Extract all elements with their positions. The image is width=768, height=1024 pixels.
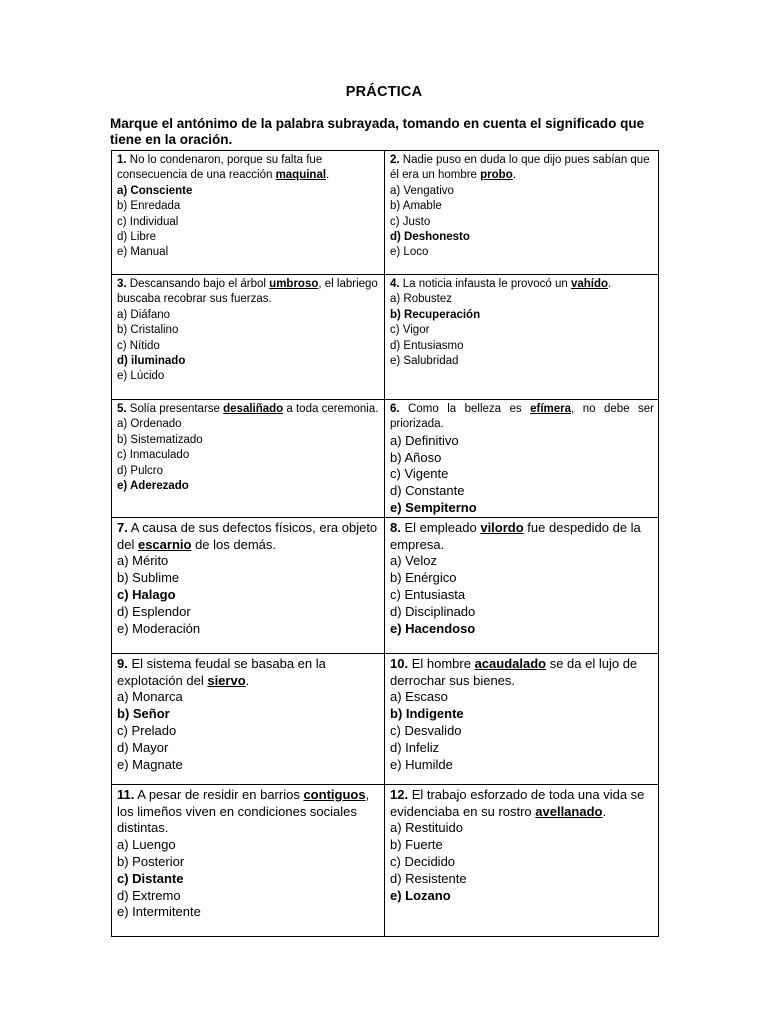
answer-option: b) Sistematizado [117,433,203,446]
answer-option: e) Manual [117,246,169,259]
question-stem [390,787,654,821]
question-stem [117,787,380,837]
question-stem [117,153,380,184]
underlined-word: vahído [570,278,608,290]
answer-option-correct: d) iluminado [117,355,186,368]
table-row [112,653,659,784]
question-text-after: , no debe ser priorizada. [390,403,654,431]
answer-option: e) Moderación [117,620,201,636]
answer-option-correct: b) Señor [117,706,170,722]
answer-option: a) Escaso [390,689,448,705]
answer-option: c) Individual [117,215,179,228]
answer-option: a) Vengativo [390,184,454,197]
question-number: 8. [390,519,401,535]
answer-option: d) Pulcro [117,464,164,477]
question-stem [390,520,654,554]
answer-option-correct: a) Consciente [117,184,193,197]
answer-option-correct: e) Sempiterno [390,500,477,515]
answer-option: d) Resistente [390,870,467,886]
question-cell [112,275,385,400]
answer-option: c) Desvalido [390,722,462,738]
question-stem [117,656,380,690]
question-text-after: fue despedido de la empresa. [390,519,641,552]
answer-option-correct: b) Indigente [390,706,464,722]
answer-option: d) Disciplinado [390,603,476,619]
question-text-after: de los demás. [191,536,276,552]
question-text-before: Como la belleza es [399,403,531,415]
answer-option: e) Magnate [117,756,183,772]
question-stem [390,277,654,292]
answer-option: c) Inmaculado [117,449,190,462]
answer-option: b) Cristalino [117,324,179,337]
answer-option: d) Entusiasmo [390,339,464,352]
underlined-word: siervo [207,672,246,688]
answer-option: a) Restituido [390,820,463,836]
answer-option: d) Libre [117,231,156,244]
question-number: 10. [390,655,409,671]
answer-option: c) Prelado [117,722,177,738]
question-text-before: Nadie puso en duda lo que dijo pues sabían que él era un hombre [390,154,650,182]
question-stem [390,656,654,690]
answer-option: d) Esplendor [117,603,191,619]
question-cell [112,151,385,275]
questions-table [111,150,659,937]
question-text-after: . [245,672,250,688]
question-text-after: a toda ceremonia. [283,403,379,415]
underlined-word: escarnio [137,536,192,552]
question-number: 3. [117,278,127,290]
answer-option: e) Lúcido [117,370,165,383]
answer-option: e) Intermitente [117,904,201,920]
answer-option: a) Veloz [390,553,437,569]
answer-option: a) Robustez [390,293,453,306]
question-number: 1. [117,154,127,166]
answer-option: b) Enredada [117,200,181,213]
question-stem [390,402,654,433]
table-row [112,784,659,936]
question-number: 11. [117,786,135,802]
answer-option: e) Loco [390,246,429,259]
answer-option: b) Sublime [117,570,180,586]
answer-option: e) Salubridad [390,355,459,368]
question-text-after: , los limeños viven en condiciones sociales distintas. [117,786,370,836]
answer-option: a) Luengo [117,837,176,853]
question-stem [390,153,654,184]
question-cell [385,151,659,275]
answer-option-correct: b) Recuperación [390,308,481,321]
question-text-before: El hombre [408,655,475,671]
answer-option-correct: c) Distante [117,870,184,886]
question-cell [112,784,385,936]
question-stem [117,520,380,554]
answer-option: c) Vigente [390,466,449,482]
answer-option: b) Enérgico [390,570,457,586]
answer-option: b) Añoso [390,449,442,465]
answer-option-correct: d) Deshonesto [390,231,470,244]
question-number: 2. [390,154,400,166]
answer-option-correct: e) Lozano [390,887,451,903]
answer-option: b) Posterior [117,853,185,869]
answer-option: a) Ordenado [117,418,182,431]
question-text-before: No lo condenaron, porque su falta fue consecuencia de una reacción [117,154,323,182]
underlined-word: vilordo [480,519,524,535]
answer-option-correct: e) Hacendoso [390,620,476,636]
answer-option: c) Vigor [390,324,430,337]
question-cell [385,275,659,400]
question-text-after: . [602,803,607,819]
page-title: PRÁCTICA [345,84,423,100]
answer-option: d) Mayor [117,739,169,755]
answer-option: d) Infeliz [390,739,440,755]
question-cell [385,400,659,518]
answer-option: a) Monarca [117,689,183,705]
question-text-before: Descansando bajo el árbol [126,278,270,290]
question-text-after: , el labriego buscaba recobrar sus fuerzas. [117,278,378,306]
question-cell [385,653,659,784]
answer-option: a) Mérito [117,553,169,569]
answer-option: a) Definitivo [390,432,459,448]
underlined-word: contiguos [303,786,366,802]
answer-option: e) Humilde [390,756,453,772]
answer-option: b) Amable [390,200,442,213]
question-text-after: . [512,169,516,182]
answer-option: a) Diáfano [117,308,171,321]
underlined-word: avellanado [535,803,603,819]
answer-option: c) Justo [390,215,431,228]
underlined-word: maquinal [275,169,327,182]
underlined-word: acaudalado [474,655,547,671]
instruction-text: Marque el antónimo de la palabra subrayada, tomando en cuenta el significado que tiene en la oración. [110,116,645,147]
question-cell [385,784,659,936]
answer-option: c) Entusiasta [390,586,466,602]
answer-option: d) Constante [390,483,465,499]
question-text-after: se da el lujo de derrochar sus bienes. [390,655,638,688]
question-text-before: La noticia infausta le provocó un [399,278,571,290]
question-text-after: . [326,169,330,182]
question-number: 5. [117,403,127,415]
answer-option: c) Decidido [390,853,456,869]
question-cell [112,653,385,784]
question-stem [117,277,380,308]
underlined-word: umbroso [269,278,319,290]
question-cell [112,400,385,518]
question-number: 7. [117,519,128,535]
underlined-word: efímera [530,403,572,415]
question-text-before: A pesar de residir en barrios [134,786,304,802]
question-stem [117,402,380,417]
table-row [112,275,659,400]
answer-option: b) Fuerte [390,837,443,853]
question-cell [112,517,385,653]
question-number: 9. [117,655,128,671]
question-text-before: El sistema feudal se basaba en la explotación del [117,655,326,688]
question-cell [385,517,659,653]
question-text-after: . [608,278,612,290]
answer-option: c) Nítido [117,339,160,352]
answer-option: d) Extremo [117,887,181,903]
answer-option-correct: c) Halago [117,586,176,602]
question-number: 12. [390,786,409,802]
question-number: 4. [390,278,400,290]
table-row [112,517,659,653]
table-row [112,400,659,518]
underlined-word: probo [480,169,513,182]
question-text-before: El empleado [400,519,481,535]
answer-option-correct: e) Aderezado [117,480,189,493]
question-text-before: A causa de sus defectos físicos, era objeto del [117,519,378,552]
question-text-before: Solía presentarse [126,403,224,415]
question-number: 6. [390,403,400,415]
question-text-before: El trabajo esforzado de toda una vida se evidenciaba en su rostro [390,786,645,819]
table-row [112,151,659,275]
underlined-word: desaliñado [223,403,284,415]
